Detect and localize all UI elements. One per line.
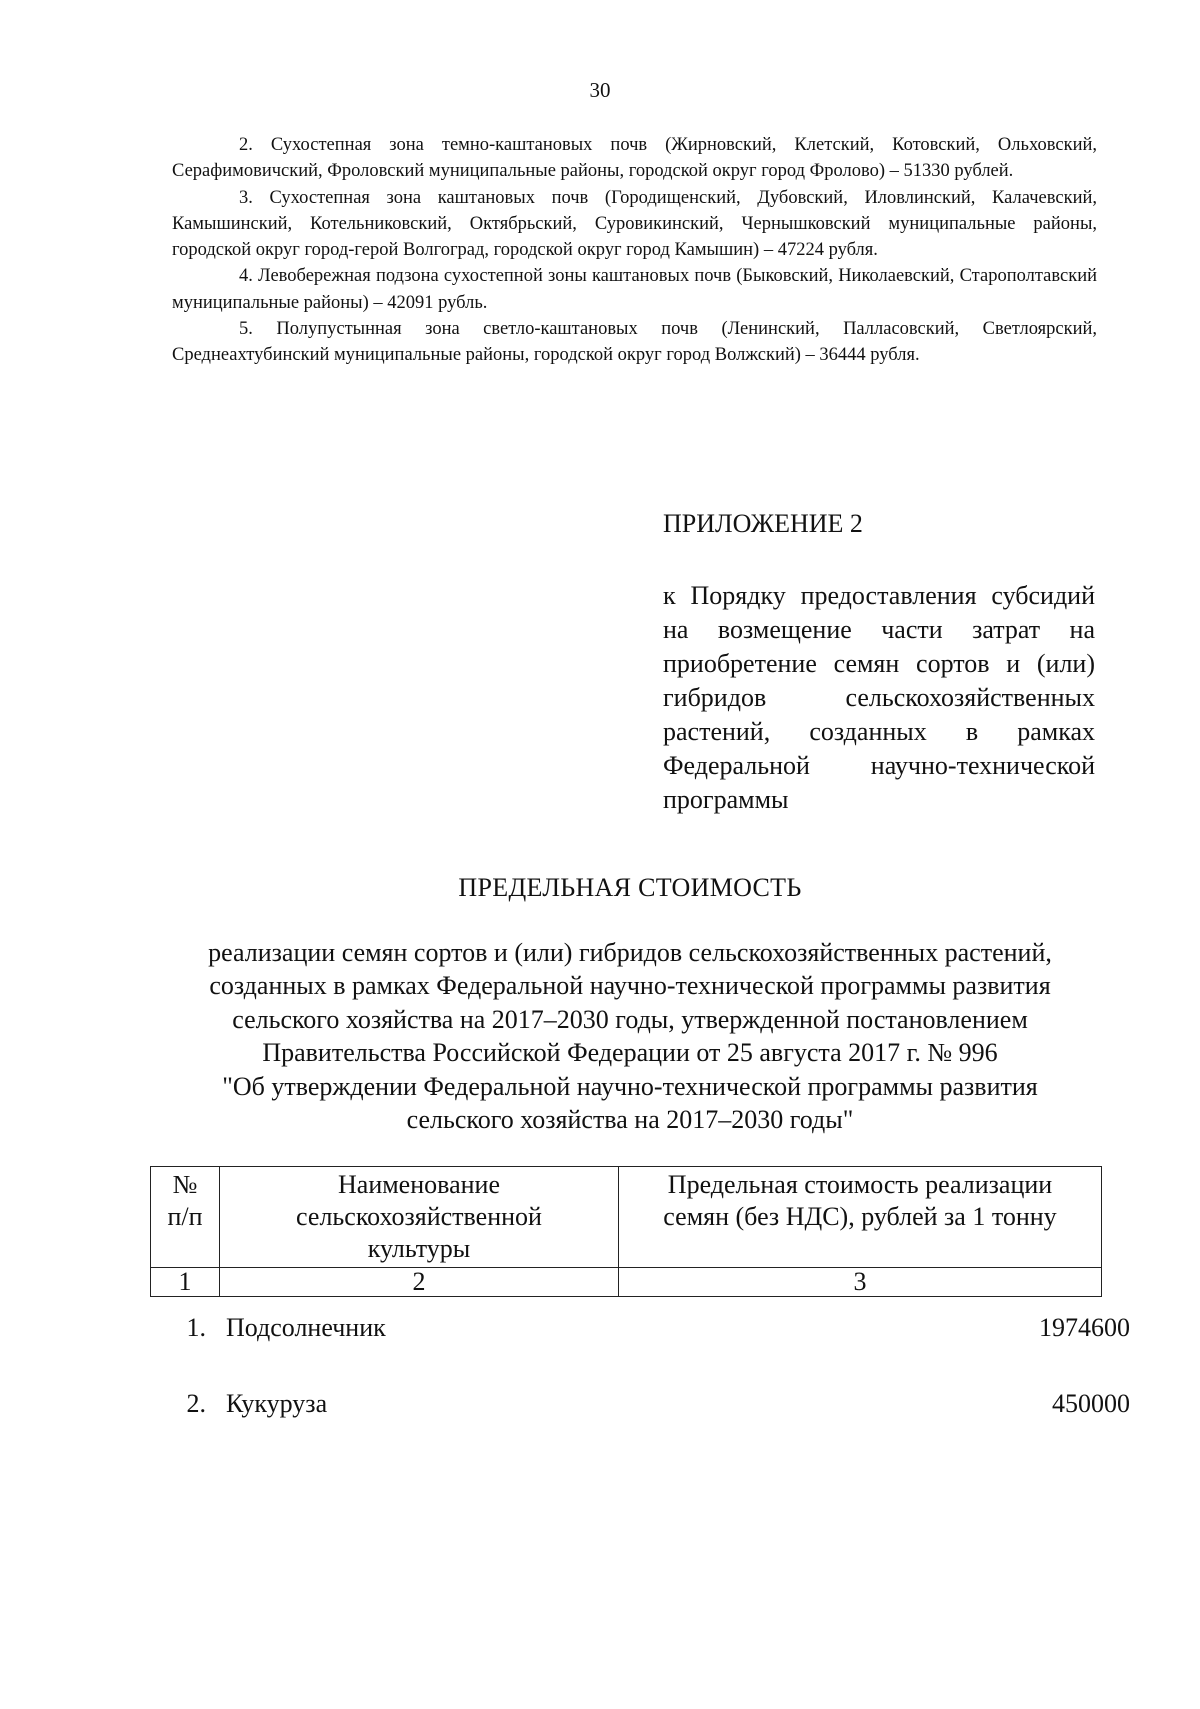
subtitle-line: "Об утверждении Федеральной научно-технической программы развития [222, 1071, 1038, 1101]
subtitle-line: реализации семян сортов и (или) гибридов сельскохозяйственных растений, [208, 938, 1052, 967]
header-text: № [172, 1170, 198, 1199]
column-number: 3 [619, 1268, 1102, 1297]
table-row [150, 1313, 1130, 1389]
crop-name: Подсолнечник [226, 1313, 386, 1342]
appendix-title: ПРИЛОЖЕНИЕ 2 [663, 509, 863, 538]
price-table [150, 1166, 1102, 1297]
column-number: 1 [151, 1268, 220, 1297]
zone-item: 4. Левобережная подзона сухостепной зоны каштановых почв (Быковский, Николаевский, Старополтавский муниципальные районы) – 42091 рубль. [172, 266, 1097, 313]
header-text: Наименование [338, 1170, 500, 1199]
zones-list [172, 132, 1097, 369]
subtitle-line: сельского хозяйства на 2017–2030 годы, утвержденной постановлением [232, 1004, 1028, 1034]
header-price [619, 1167, 1102, 1268]
header-text: п/п [167, 1202, 203, 1231]
subtitle-line: созданных в рамках Федеральной научно-технической программы развития [209, 971, 1051, 1001]
column-number: 2 [220, 1268, 619, 1297]
table-header-row [151, 1167, 1102, 1268]
crop-name: Кукуруза [226, 1389, 328, 1418]
document-subtitle [150, 936, 1110, 1136]
subtitle-line: сельского хозяйства на 2017–2030 годы" [406, 1105, 854, 1135]
header-crop-name [220, 1167, 619, 1268]
header-number [151, 1167, 220, 1268]
price-rows [150, 1313, 1130, 1465]
zone-item: 5. Полупустынная зона светло-каштановых почв (Ленинский, Палласовский, Светлоярский, Среднеахтубинский муниципальные районы, городской округ город Волжский) – 36444 рубля. [172, 319, 1097, 366]
row-number: 1. [186, 1313, 206, 1342]
crop-price: 1974600 [1039, 1313, 1130, 1342]
appendix-block [663, 507, 1095, 817]
subtitle-line: Правительства Российской Федерации от 25 августа 2017 г. № 996 [262, 1038, 998, 1068]
table-row [150, 1389, 1130, 1465]
header-text: сельскохозяйственной [296, 1202, 542, 1231]
header-text: семян (без НДС), рублей за 1 тонну [663, 1202, 1057, 1231]
zone-item: 2. Сухостепная зона темно-каштановых почв (Жирновский, Клетский, Котовский, Ольховский, Серафимовичский, Фроловский муниципальные районы, городской округ город Фролово) – 51330 рублей. [172, 135, 1097, 182]
column-number-row [151, 1268, 1102, 1297]
header-text: культуры [367, 1234, 471, 1263]
crop-price: 450000 [1052, 1389, 1130, 1418]
page-number: 30 [589, 78, 611, 102]
appendix-text: к Порядку предоставления субсидий на возмещение части затрат на приобретение семян сортов и (или) гибридов сельскохозяйственных растений, созданных в рамках Федеральной научно-технической программы [663, 581, 1095, 814]
header-text: Предельная стоимость реализации [667, 1170, 1053, 1199]
row-number: 2. [186, 1389, 206, 1418]
zone-item: 3. Сухостепная зона каштановых почв (Городищенский, Дубовский, Иловлинский, Калачевский, Камышинский, Котельниковский, Октябрьский, Суровикинский, Чернышковский муниципальные районы, городской округ город-герой Волгоград, городской округ город Камышин) – 47224 рубля. [172, 187, 1097, 261]
document-title: ПРЕДЕЛЬНАЯ СТОИМОСТЬ [458, 873, 802, 902]
